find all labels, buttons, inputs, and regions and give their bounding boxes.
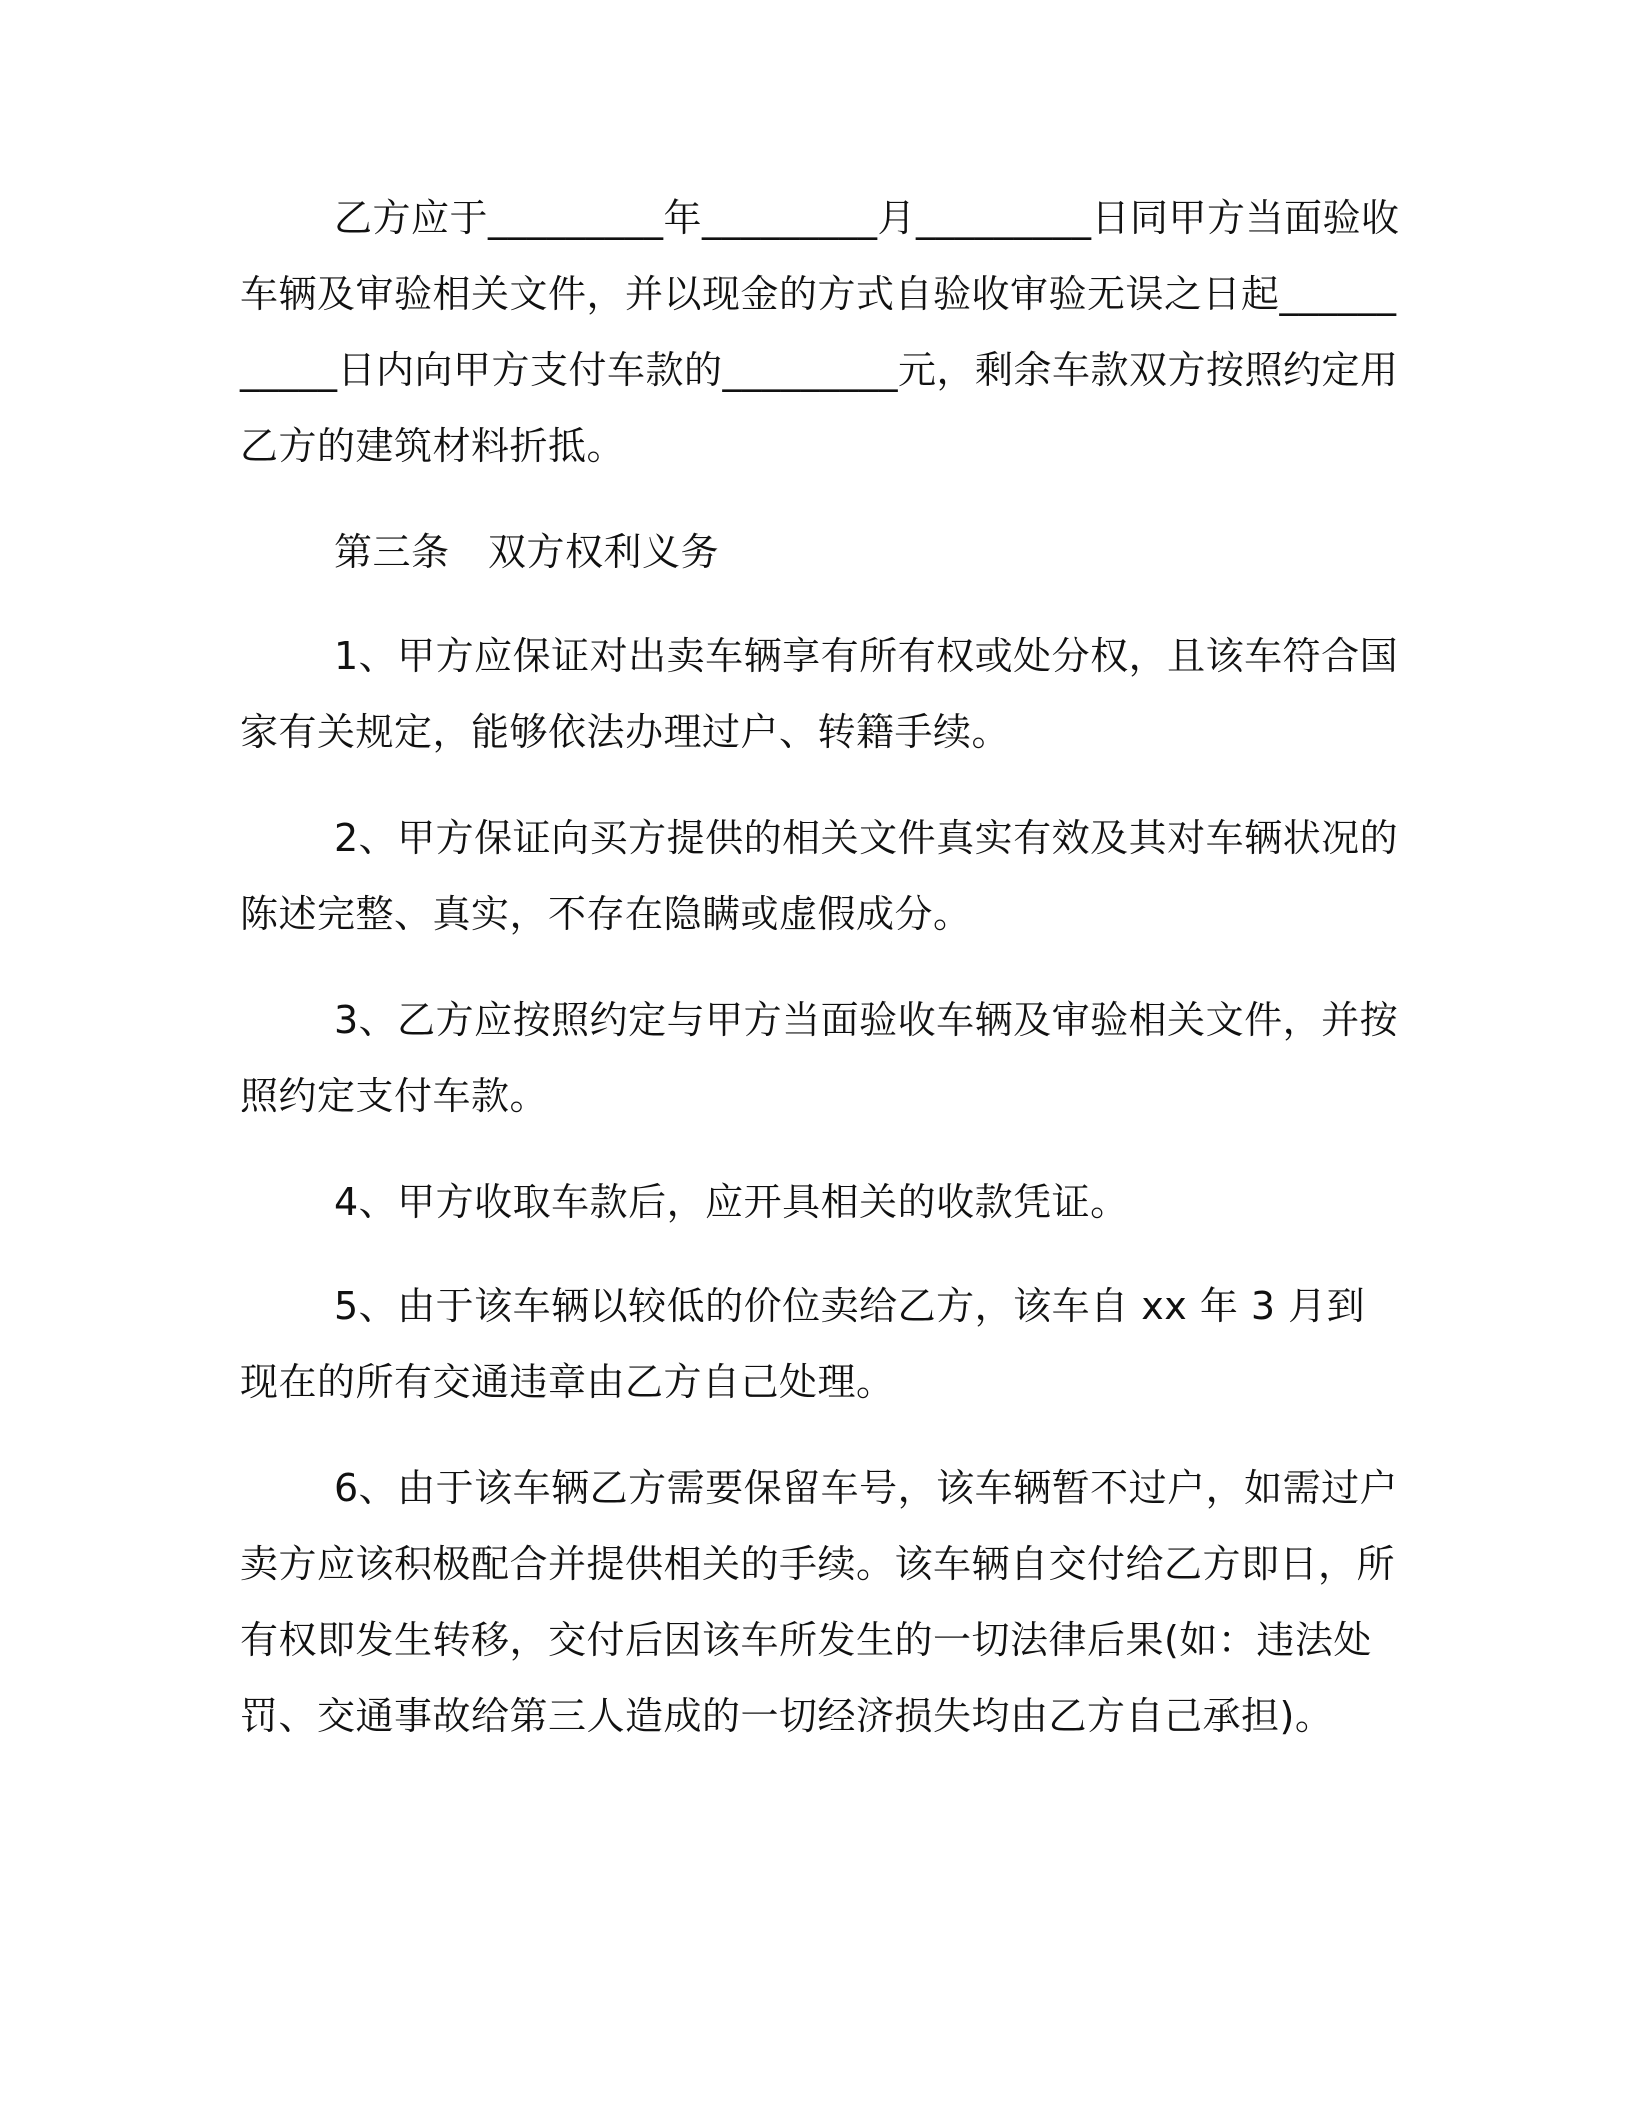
clause-4: 4、甲方收取车款后，应开具相关的收款凭证。: [334, 1180, 1129, 1224]
clause-3: 3、乙方应按照约定与甲方当面验收车辆及审验相关文件，并按照约定支付车款。: [240, 998, 1399, 1118]
clause-2: 2、甲方保证向买方提供的相关文件真实有效及其对车辆状况的陈述完整、真实，不存在隐瞒或虚假成分。: [240, 816, 1399, 936]
payment-terms-paragraph: 乙方应于_________年_________月_________日同甲方当面验收车辆及审验相关文件，并以现金的方式自验收审验无误之日起___________日内向甲方支付车款的_________元，剩余车款双方按照约定用乙方的建筑材料折抵。: [240, 196, 1400, 468]
section-heading: 第三条 双方权利义务: [334, 530, 720, 574]
clause-6: 6、由于该车辆乙方需要保留车号，该车辆暂不过户，如需过户卖方应该积极配合并提供相关的手续。该车辆自交付给乙方即日，所有权即发生转移，交付后因该车所发生的一切法律后果(如：违法处罚、交通事故给第三人造成的一切经济损失均由乙方自己承担)。: [240, 1466, 1399, 1738]
document-body: [240, 180, 1400, 1784]
clause-5: 5、由于该车辆以较低的价位卖给乙方，该车自 xx 年 3 月到现在的所有交通违章由乙方自己处理。: [240, 1284, 1366, 1404]
clause-1: 1、甲方应保证对出卖车辆享有所有权或处分权，且该车符合国家有关规定，能够依法办理过户、转籍手续。: [240, 634, 1399, 754]
